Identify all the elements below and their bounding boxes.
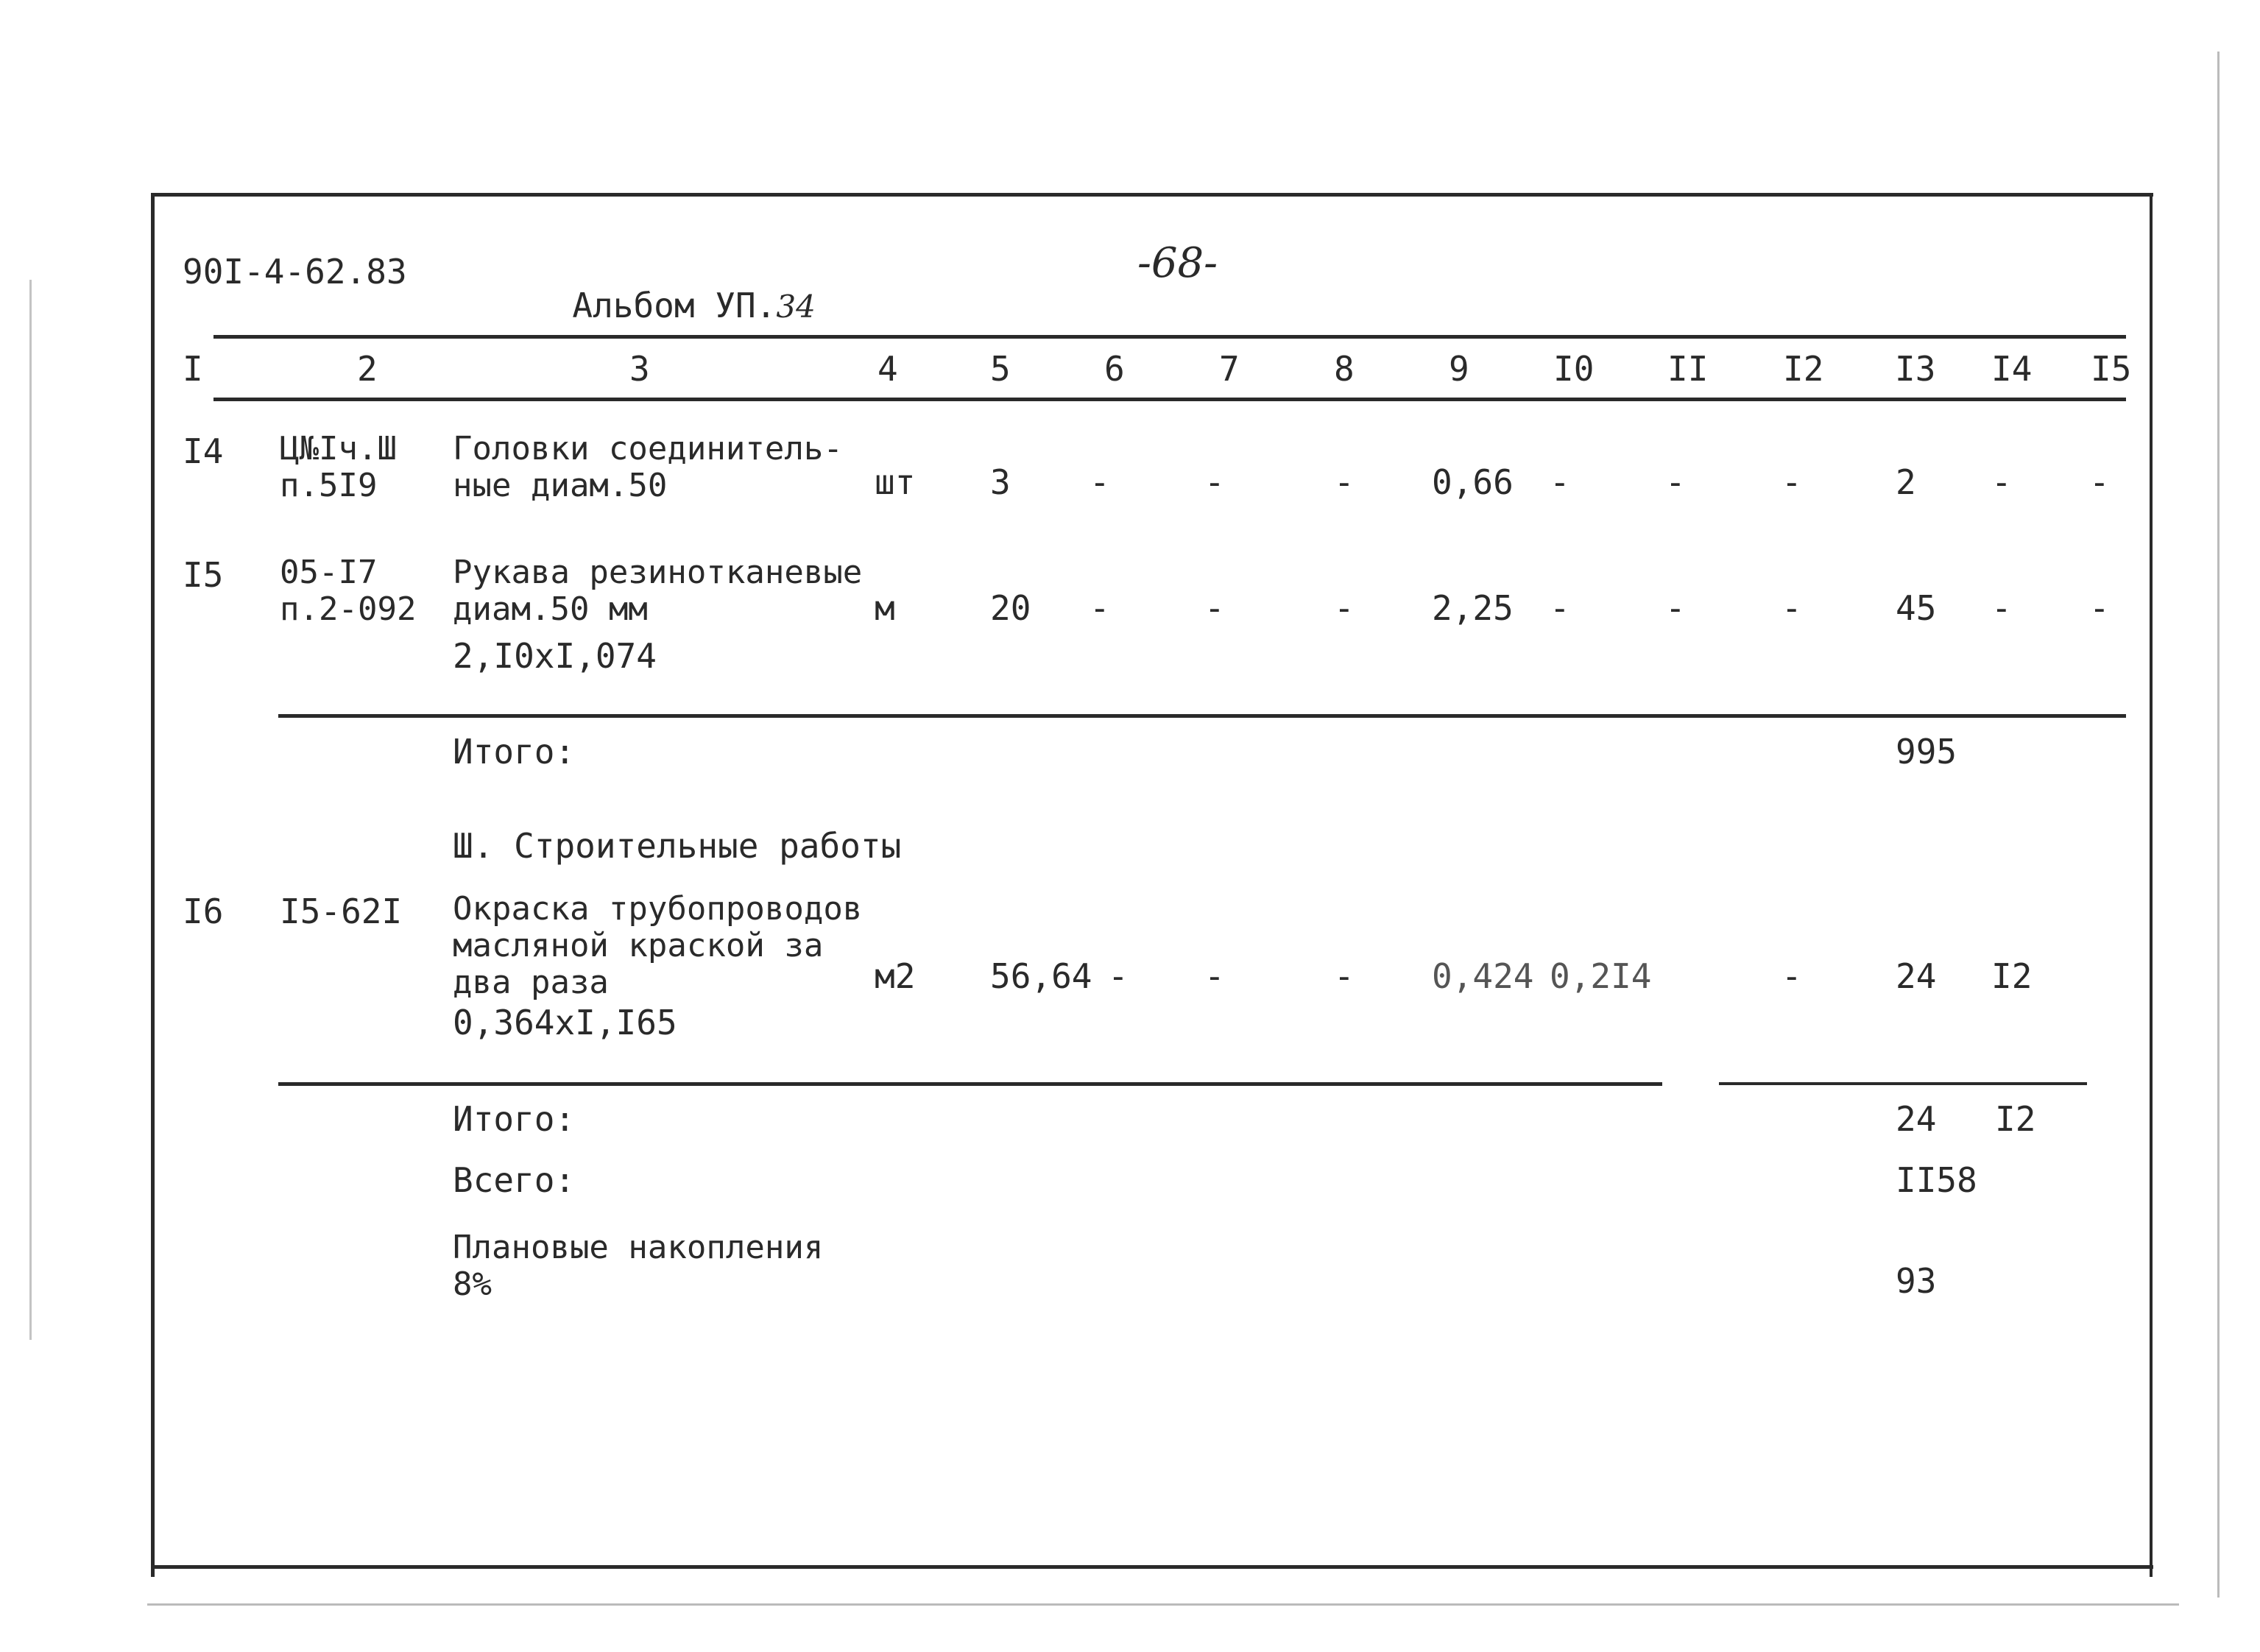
row-col9: 0,66 — [1432, 462, 1514, 502]
subtotal-rule-right — [1719, 1082, 2087, 1085]
col-header-2: 2 — [357, 349, 378, 389]
page-number: -68- — [1137, 239, 1218, 287]
row-col13: 45 — [1896, 588, 1937, 628]
header-rule-bottom — [213, 398, 2126, 401]
col-header-9: 9 — [1449, 349, 1469, 389]
row-col12: - — [1781, 462, 1802, 502]
planned-value: 93 — [1896, 1261, 1937, 1301]
row-number: I6 — [183, 892, 224, 931]
row-formula: 0,364xI,I65 — [453, 1003, 677, 1042]
row-col10: 0,2I4 — [1550, 956, 1652, 996]
col-header-1: I — [183, 349, 203, 389]
col-header-8: 8 — [1334, 349, 1355, 389]
row-unit: м2 — [875, 956, 916, 996]
row-col8: - — [1334, 956, 1355, 996]
frame-top — [151, 193, 2153, 197]
subtotal-value: 24 — [1896, 1099, 1937, 1139]
row-col15: - — [2089, 462, 2110, 502]
subtotal-value: 995 — [1896, 732, 1957, 772]
row-col12: - — [1781, 588, 1802, 628]
frame-bottom — [151, 1565, 2153, 1569]
row-unit: шт — [875, 462, 916, 502]
col-header-12: I2 — [1783, 349, 1824, 389]
col-header-15: I5 — [2091, 349, 2132, 389]
row-description: Рукава резинотканевые диам.50 мм — [453, 554, 863, 628]
subtotal-rule — [278, 1082, 1662, 1086]
planned-label: Плановые накопления 8% — [453, 1229, 824, 1303]
col-header-10: I0 — [1553, 349, 1595, 389]
col-header-4: 4 — [877, 349, 898, 389]
col-header-13: I3 — [1895, 349, 1936, 389]
album-text: Альбом УП. — [572, 286, 777, 325]
total-label: Всего: — [453, 1160, 576, 1200]
row-col5: 3 — [990, 462, 1011, 502]
row-number: I4 — [183, 431, 224, 471]
row-col12: - — [1781, 956, 1802, 996]
row-col8: - — [1334, 588, 1355, 628]
row-description: Головки соединитель- ные диам.50 — [453, 430, 843, 504]
row-col14: - — [1991, 462, 2012, 502]
album-label — [532, 255, 816, 325]
row-col13: 2 — [1896, 462, 1916, 502]
row-col10: - — [1550, 588, 1570, 628]
row-col9: 2,25 — [1432, 588, 1514, 628]
row-unit: м — [875, 588, 895, 628]
doc-code: 90I-4-62.83 — [183, 252, 407, 292]
row-formula: 2,I0xI,074 — [453, 636, 657, 676]
edge-dash-bottom — [147, 1603, 2179, 1606]
row-col14: I2 — [1991, 956, 2033, 996]
album-handwritten-number: 34 — [776, 289, 816, 325]
row-col8: - — [1334, 462, 1355, 502]
section-heading: Ш. Строительные работы — [453, 826, 902, 866]
row-code: I5-62I — [280, 892, 403, 931]
row-col11: - — [1665, 462, 1686, 502]
subtotal-rule — [278, 714, 2126, 718]
col-header-5: 5 — [990, 349, 1011, 389]
header-rule-top — [213, 335, 2126, 339]
subtotal-label: Итого: — [453, 1099, 576, 1139]
frame-left — [151, 193, 155, 1577]
row-col14: - — [1991, 588, 2012, 628]
row-col11: - — [1665, 588, 1686, 628]
row-col5: 20 — [990, 588, 1031, 628]
row-col15: - — [2089, 588, 2110, 628]
row-col7: - — [1204, 462, 1225, 502]
edge-dash-left — [29, 280, 32, 1340]
col-header-6: 6 — [1104, 349, 1125, 389]
row-col6: - — [1108, 956, 1129, 996]
row-col6: - — [1090, 462, 1110, 502]
row-col13: 24 — [1896, 956, 1937, 996]
col-header-11: II — [1667, 349, 1709, 389]
row-number: I5 — [183, 555, 224, 595]
col-header-7: 7 — [1219, 349, 1240, 389]
row-col7: - — [1204, 956, 1225, 996]
row-description: Окраска трубопроводов масляной краской за два раза — [453, 890, 863, 1001]
row-col10: - — [1550, 462, 1570, 502]
row-col5: 56,64 — [990, 956, 1092, 996]
frame-right — [2150, 193, 2153, 1577]
row-col7: - — [1204, 588, 1225, 628]
col-header-3: 3 — [629, 349, 650, 389]
row-code: Ц№Iч.Ш п.5I9 — [280, 430, 397, 504]
subtotal-label: Итого: — [453, 732, 576, 772]
row-code: 05-I7 п.2-092 — [280, 554, 417, 628]
row-col9: 0,424 — [1432, 956, 1534, 996]
edge-dash-right — [2217, 52, 2220, 1598]
subtotal-value-col14: I2 — [1995, 1099, 2036, 1139]
col-header-14: I4 — [1991, 349, 2033, 389]
total-value: II58 — [1896, 1160, 1977, 1200]
row-col6: - — [1090, 588, 1110, 628]
